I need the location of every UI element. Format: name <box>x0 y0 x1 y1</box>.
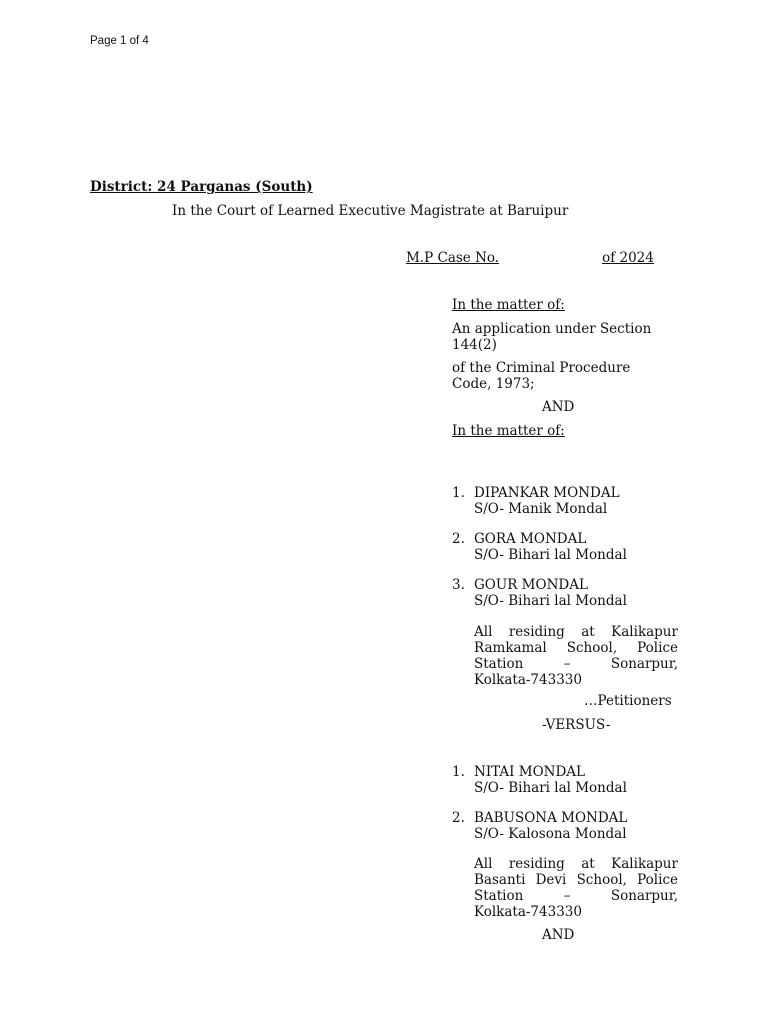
address-line: Kolkata-743330 <box>474 672 582 688</box>
petitioner-number: 2. <box>452 531 465 547</box>
matter-description-cont <box>452 360 677 392</box>
petitioner-name: GOUR MONDAL <box>474 577 588 593</box>
matter-heading-2: In the matter of: <box>452 423 565 439</box>
respondent-number: 2. <box>452 810 465 826</box>
matter-heading-1: In the matter of: <box>452 297 565 313</box>
petitioner-1 <box>452 485 682 517</box>
petitioner-3 <box>452 577 682 609</box>
court-title: In the Court of Learned Executive Magistrate at Baruipur <box>172 203 569 219</box>
address-line: Ramkamal School, Police <box>474 640 678 656</box>
case-number-suffix: of 2024 <box>602 250 654 266</box>
petitioner-number: 1. <box>452 485 465 501</box>
address-line: All residing at Kalikapur <box>474 624 678 640</box>
respondent-1 <box>452 764 682 796</box>
and-separator-1: AND <box>542 399 575 415</box>
matter-line-2: 144(2) <box>452 337 497 353</box>
respondents-address <box>474 856 678 920</box>
petitioners-address <box>474 624 678 688</box>
address-line: Kolkata-743330 <box>474 904 582 920</box>
petitioner-relation: S/O- Manik Mondal <box>474 501 608 517</box>
petitioner-number: 3. <box>452 577 465 593</box>
address-line: All residing at Kalikapur <box>474 856 678 872</box>
respondent-name: BABUSONA MONDAL <box>474 810 628 826</box>
matter-line-1: An application under Section <box>452 321 652 337</box>
address-line: Station – Sonarpur, <box>474 656 678 672</box>
matter-line-4: Code, 1973; <box>452 376 535 392</box>
page-number: Page 1 of 4 <box>90 35 149 47</box>
petitioner-relation: S/O- Bihari lal Mondal <box>474 547 627 563</box>
address-line: Basanti Devi School, Police <box>474 872 678 888</box>
respondent-number: 1. <box>452 764 465 780</box>
case-number <box>406 250 654 266</box>
petitioner-relation: S/O- Bihari lal Mondal <box>474 593 627 609</box>
petitioner-name: GORA MONDAL <box>474 531 587 547</box>
petitioner-name: DIPANKAR MONDAL <box>474 485 620 501</box>
respondent-relation: S/O- Kalosona Mondal <box>474 826 627 842</box>
matter-line-3: of the Criminal Procedure <box>452 360 631 376</box>
matter-description <box>452 321 677 353</box>
district-heading: District: 24 Parganas (South) <box>90 179 313 195</box>
case-number-prefix: M.P Case No. <box>406 250 500 266</box>
respondent-relation: S/O- Bihari lal Mondal <box>474 780 627 796</box>
respondent-name: NITAI MONDAL <box>474 764 586 780</box>
address-line: Station – Sonarpur, <box>474 888 678 904</box>
respondent-2 <box>452 810 682 842</box>
petitioner-2 <box>452 531 682 563</box>
petitioners-label: …Petitioners <box>584 693 672 709</box>
versus-separator: -VERSUS- <box>542 717 611 733</box>
and-separator-2: AND <box>542 927 575 943</box>
